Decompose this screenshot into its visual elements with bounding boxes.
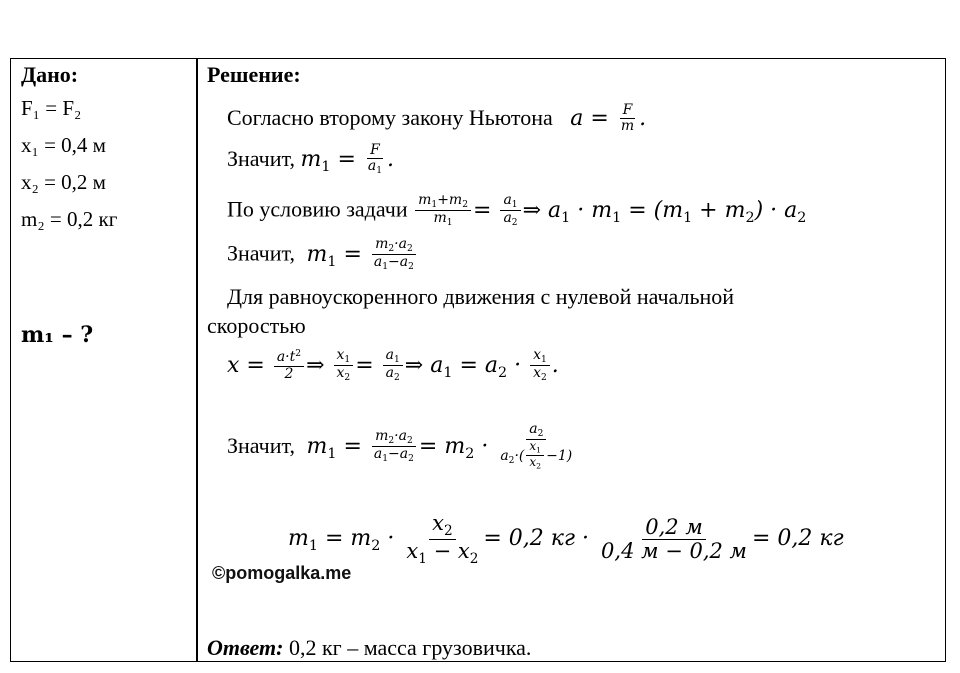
given-line-1: F₁ = F₂ — [21, 96, 82, 120]
solution-line-m1-final-formula — [227, 422, 577, 472]
watermark: ©pomogalka.me — [212, 563, 352, 583]
solution-line-numeric — [288, 512, 844, 567]
answer-label: Ответ: — [207, 635, 284, 660]
formula-kinematics: x = $\frac{a\cdot t^2}{2}$ ⇒ $\frac{x_1}{x_2}$ = $\frac{a_1}{a_2}$ ⇒ $a_1 = a_2$ · $\frac{x_1}{x_2}$ . — [227, 347, 559, 384]
given-line-3: x₂ = 0,2 м — [21, 170, 106, 194]
therefore-text-1: Значит, — [227, 145, 295, 171]
solution-line-newton — [227, 103, 646, 135]
newton-text: Согласно второму закону Ньютона — [227, 104, 553, 130]
formula-numeric-result: $m_1 = m_2$ · $\frac{x_2}{x_1 - x_2}$ = 0,2 кг · $\frac{0,2 м}{0,4 м - 0,2 м}$ = 0,2 кг — [288, 511, 844, 567]
given-column — [21, 60, 191, 238]
formula-condition: $\frac{m_1+m_2}{m_1}$ = $\frac{a_1}{a_2}$ ⇒ $a_1 \cdot m_1 = (m_1 + m_2) \cdot a_2$ — [413, 198, 806, 223]
solution-line-kinematics — [227, 348, 559, 383]
motion-text-line-1: Для равноускоренного движения с нулевой начальной — [227, 284, 735, 309]
column-divider — [196, 58, 198, 662]
solution-title: Решение: — [207, 62, 301, 87]
given-title: Дано: — [21, 62, 79, 87]
given-line-2: x₁ = 0,4 м — [21, 133, 106, 157]
given-line-4: m₂ = 0,2 кг — [21, 207, 118, 231]
formula-m1-ratio: $m_1$ = $\frac{m_2\cdot a_2}{a_1-a_2}$ — [306, 236, 414, 273]
answer-text: 0,2 кг – масса грузовичка. — [283, 635, 532, 660]
solution-line-condition — [227, 193, 806, 228]
solution-line-m1-ratio — [227, 237, 419, 272]
formula-newton: a = $\frac{F}{m}$ . — [570, 102, 647, 135]
solution-column — [207, 60, 937, 90]
find-question: m₁ – ? — [21, 322, 94, 348]
motion-text-line-2: скоростью — [207, 313, 306, 338]
therefore-text-2: Значит, — [227, 240, 295, 266]
therefore-text-3: Значит, — [227, 432, 295, 458]
condition-text: По условию задачи — [227, 196, 408, 222]
answer-line — [207, 635, 531, 661]
formula-m1-f-over-a1: $m_1$ = $\frac{F}{a_1}$ . — [300, 142, 395, 177]
solution-line-m1 — [227, 143, 394, 177]
formula-m1-substitution: $m_1$ = $\frac{m_2\cdot a_2}{a_1-a_2}$ = $m_2$ · $a_2$ $a_2\cdot$( $\frac{x_1}{x_2}$ −1) — [306, 421, 573, 472]
